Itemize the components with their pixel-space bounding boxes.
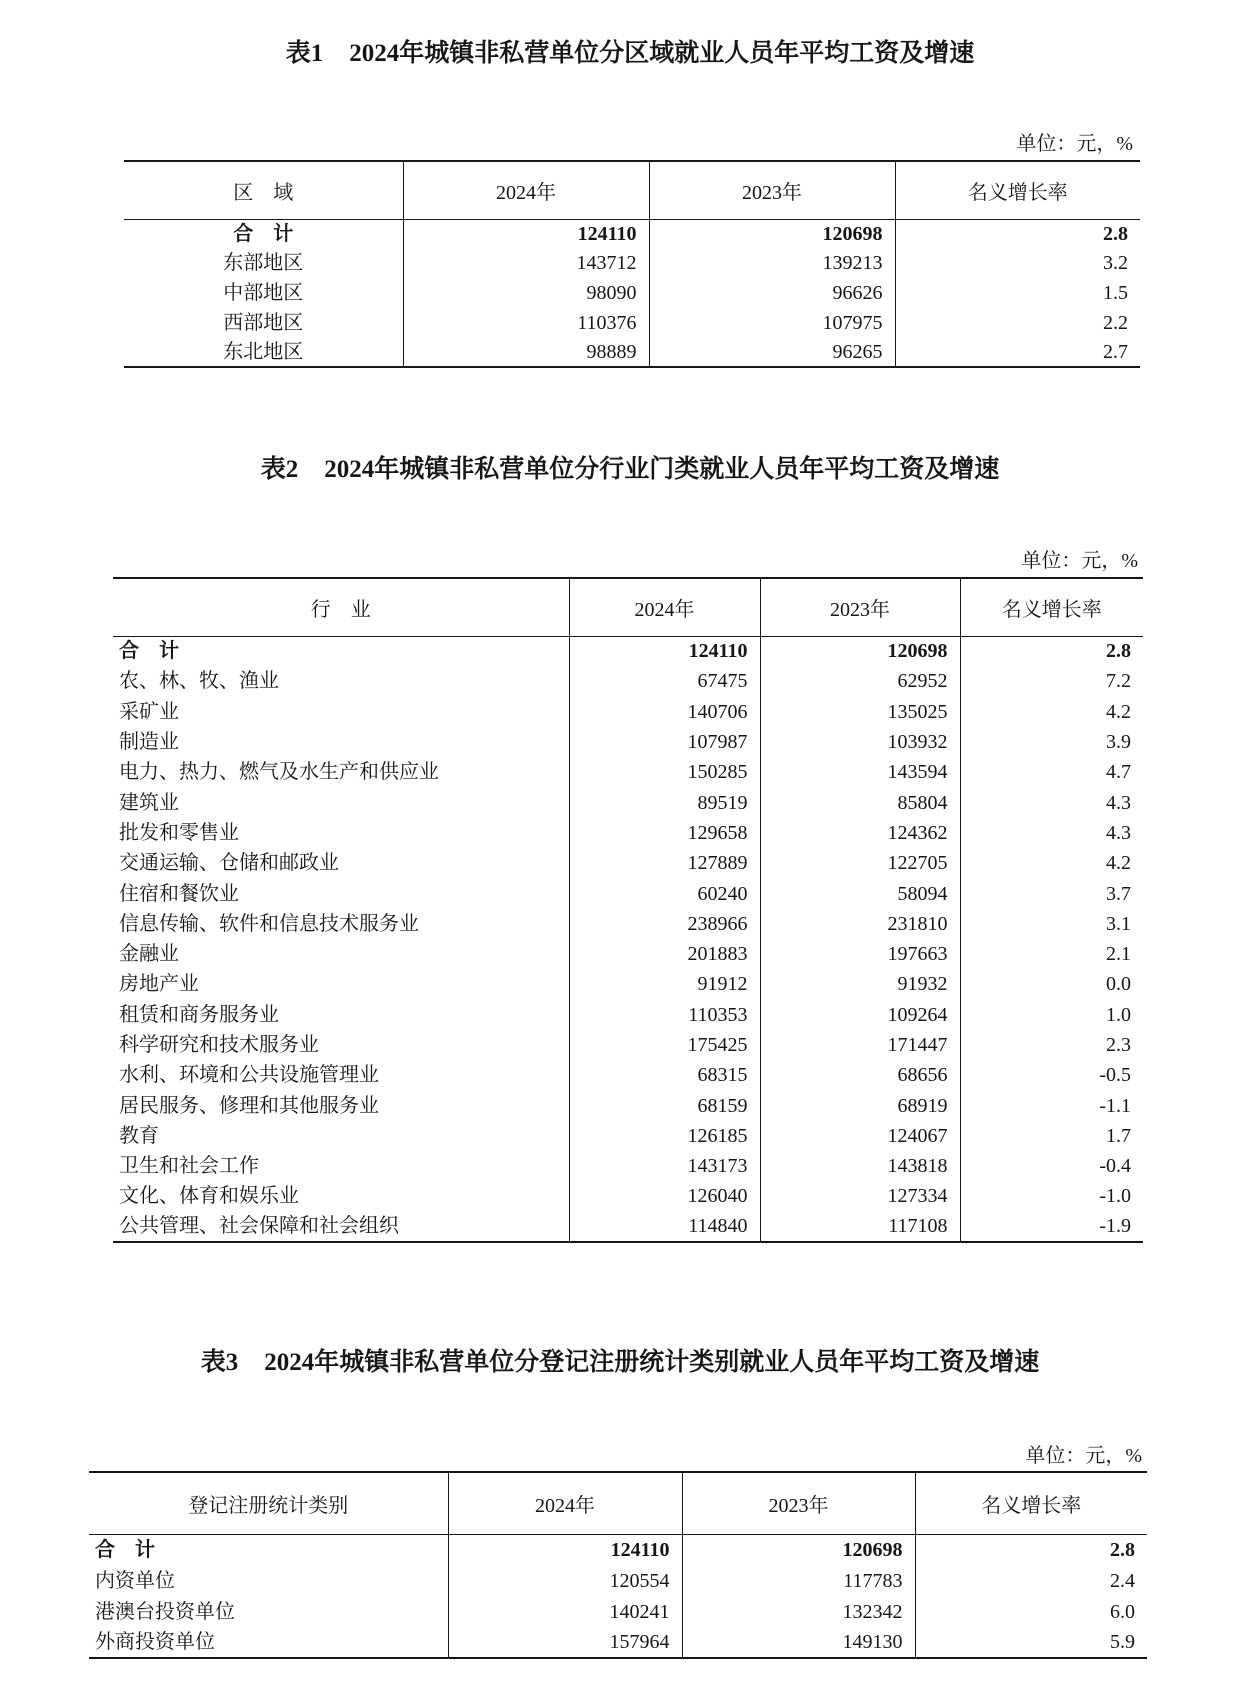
row-label: 房地产业	[119, 973, 199, 996]
table-2-title-text: 2024年城镇非私营单位分行业门类就业人员年平均工资及增速	[324, 456, 1000, 483]
growth-rate: 4.2	[960, 848, 1143, 878]
table-1-title	[0, 39, 1260, 69]
row-label: 批发和零售业	[119, 821, 239, 844]
table-2-number: 表2	[260, 456, 299, 483]
header-2023: 2023年	[682, 1472, 915, 1534]
table-row	[113, 848, 1143, 878]
table-row	[113, 909, 1143, 939]
table-row	[89, 1565, 1147, 1596]
table-2	[113, 577, 1143, 1243]
wage-2023: 171447	[760, 1030, 960, 1060]
row-label: 西部地区	[223, 311, 304, 334]
table-row	[89, 1627, 1147, 1658]
row-label: 东北地区	[223, 340, 304, 363]
wage-2024: 107987	[569, 727, 760, 757]
wage-2024: 60240	[569, 878, 760, 908]
wage-2023: 85804	[760, 787, 960, 817]
growth-rate: 3.2	[895, 249, 1140, 279]
wage-2023: 143818	[760, 1151, 960, 1181]
wage-2024: 140706	[569, 697, 760, 727]
table-row	[89, 1596, 1147, 1627]
table-row	[113, 1060, 1143, 1090]
wage-2024: 68159	[569, 1090, 760, 1120]
growth-rate: 6.0	[915, 1596, 1147, 1627]
growth-rate: 2.4	[915, 1565, 1147, 1596]
row-label: 建筑业	[119, 791, 179, 814]
table-row	[113, 1030, 1143, 1060]
wage-2023: 91932	[760, 969, 960, 999]
wage-2024: 98090	[403, 278, 649, 308]
growth-rate: 1.5	[895, 278, 1140, 308]
table-row	[113, 1212, 1143, 1242]
table-row	[113, 939, 1143, 969]
wage-2024: 114840	[569, 1212, 760, 1242]
wage-2024: 124110	[569, 636, 760, 666]
growth-rate: 4.3	[960, 818, 1143, 848]
table-row	[113, 1151, 1143, 1181]
growth-rate: 2.7	[895, 337, 1140, 367]
total-row	[124, 219, 1140, 249]
table-row	[113, 1090, 1143, 1120]
wage-2023: 117108	[760, 1212, 960, 1242]
growth-rate: 2.8	[915, 1534, 1147, 1565]
table-3-unit-label: 单位：元，%	[1025, 1445, 1142, 1467]
table-row	[124, 337, 1140, 367]
growth-rate: 3.1	[960, 909, 1143, 939]
wage-2023: 143594	[760, 757, 960, 787]
row-label: 科学研究和技术服务业	[119, 1034, 319, 1056]
growth-rate: 4.7	[960, 757, 1143, 787]
total-row	[113, 636, 1143, 666]
wage-2024: 126040	[569, 1181, 760, 1211]
growth-rate: 7.2	[960, 666, 1143, 696]
wage-2023: 120698	[760, 636, 960, 666]
growth-rate: 5.9	[915, 1627, 1147, 1658]
growth-rate: 2.3	[960, 1030, 1143, 1060]
row-label: 合 计	[119, 640, 179, 663]
row-label: 教育	[119, 1124, 159, 1147]
table-row	[113, 727, 1143, 757]
header-registration-type: 登记注册统计类别	[89, 1472, 448, 1534]
row-label: 电力、热力、燃气及水生产和供应业	[119, 761, 439, 784]
row-label: 卫生和社会工作	[119, 1155, 259, 1178]
growth-rate: 2.1	[960, 939, 1143, 969]
wage-2023: 197663	[760, 939, 960, 969]
wage-2024: 124110	[448, 1534, 682, 1565]
growth-rate: 2.8	[960, 636, 1143, 666]
growth-rate: 3.9	[960, 727, 1143, 757]
table-row	[113, 666, 1143, 696]
table-1	[124, 160, 1140, 368]
wage-2024: 140241	[448, 1596, 682, 1627]
table-3-number: 表3	[200, 1349, 239, 1376]
wage-2023: 96626	[649, 278, 895, 308]
growth-rate: 2.2	[895, 308, 1140, 338]
row-label: 交通运输、仓储和邮政业	[119, 852, 339, 875]
table-row	[113, 697, 1143, 727]
growth-rate: 3.7	[960, 878, 1143, 908]
wage-2023: 122705	[760, 848, 960, 878]
wage-2023: 62952	[760, 666, 960, 696]
wage-2023: 124362	[760, 818, 960, 848]
growth-rate: 0.0	[960, 969, 1143, 999]
table-row	[113, 1000, 1143, 1030]
header-growth-rate: 名义增长率	[960, 578, 1143, 636]
header-2024: 2024年	[448, 1472, 682, 1534]
row-label: 东部地区	[223, 252, 304, 275]
row-label: 文化、体育和娱乐业	[119, 1185, 299, 1208]
wage-2024: 98889	[403, 337, 649, 367]
growth-rate: 4.3	[960, 787, 1143, 817]
table-row	[124, 249, 1140, 279]
wage-2024: 89519	[569, 787, 760, 817]
table-3-title	[0, 1348, 1240, 1378]
wage-2023: 135025	[760, 697, 960, 727]
header-2023: 2023年	[649, 161, 895, 219]
row-label: 农、林、牧、渔业	[119, 670, 279, 693]
row-label: 合 计	[95, 1538, 155, 1561]
wage-2024: 110376	[403, 308, 649, 338]
wage-2024: 157964	[448, 1627, 682, 1658]
table-header-row	[89, 1472, 1147, 1534]
wage-2024: 238966	[569, 909, 760, 939]
wage-2023: 149130	[682, 1627, 915, 1658]
wage-2023: 58094	[760, 878, 960, 908]
growth-rate: -0.5	[960, 1060, 1143, 1090]
table-row	[113, 1181, 1143, 1211]
wage-2023: 103932	[760, 727, 960, 757]
wage-2023: 120698	[682, 1534, 915, 1565]
wage-2024: 67475	[569, 666, 760, 696]
wage-2024: 127889	[569, 848, 760, 878]
wage-2024: 129658	[569, 818, 760, 848]
row-label: 信息传输、软件和信息技术服务业	[119, 912, 419, 935]
wage-2023: 132342	[682, 1596, 915, 1627]
growth-rate: 2.8	[895, 219, 1140, 249]
table-row	[124, 308, 1140, 338]
row-label: 水利、环境和公共设施管理业	[119, 1064, 379, 1087]
wage-2024: 110353	[569, 1000, 760, 1030]
table-1-unit-label: 单位：元，%	[1016, 133, 1133, 155]
row-label: 住宿和餐饮业	[119, 882, 239, 905]
table-2-title	[0, 455, 1260, 485]
table-row	[113, 1121, 1143, 1151]
row-label: 中部地区	[223, 281, 304, 304]
wage-2023: 68656	[760, 1060, 960, 1090]
header-region: 区 域	[124, 161, 403, 219]
header-industry: 行 业	[113, 578, 569, 636]
wage-2024: 126185	[569, 1121, 760, 1151]
header-2024: 2024年	[569, 578, 760, 636]
wage-2024: 143712	[403, 249, 649, 279]
table-1-number: 表1	[285, 40, 324, 67]
wage-2024: 91912	[569, 969, 760, 999]
wage-2023: 139213	[649, 249, 895, 279]
total-row	[89, 1534, 1147, 1565]
row-label: 港澳台投资单位	[95, 1600, 235, 1623]
wage-2023: 107975	[649, 308, 895, 338]
header-growth-rate: 名义增长率	[915, 1472, 1147, 1534]
row-label: 制造业	[119, 731, 179, 754]
wage-2024: 201883	[569, 939, 760, 969]
table-row	[113, 787, 1143, 817]
wage-2023: 231810	[760, 909, 960, 939]
growth-rate: -1.9	[960, 1212, 1143, 1242]
growth-rate: -1.0	[960, 1181, 1143, 1211]
row-label: 合 计	[233, 223, 294, 246]
table-row	[113, 878, 1143, 908]
growth-rate: -1.1	[960, 1090, 1143, 1120]
table-3	[89, 1471, 1147, 1659]
table-3-title-text: 2024年城镇非私营单位分登记注册统计类别就业人员年平均工资及增速	[264, 1349, 1040, 1376]
table-header-row	[124, 161, 1140, 219]
row-label: 租赁和商务服务业	[119, 1003, 279, 1026]
row-label: 金融业	[119, 943, 179, 966]
table-row	[124, 278, 1140, 308]
row-label: 居民服务、修理和其他服务业	[119, 1094, 379, 1117]
growth-rate: -0.4	[960, 1151, 1143, 1181]
wage-2024: 124110	[403, 219, 649, 249]
wage-2024: 175425	[569, 1030, 760, 1060]
wage-2023: 109264	[760, 1000, 960, 1030]
table-row	[113, 969, 1143, 999]
row-label: 采矿业	[119, 700, 179, 723]
wage-2023: 68919	[760, 1090, 960, 1120]
header-2023: 2023年	[760, 578, 960, 636]
header-2024: 2024年	[403, 161, 649, 219]
row-label: 内资单位	[95, 1569, 175, 1592]
table-row	[113, 757, 1143, 787]
table-row	[113, 818, 1143, 848]
wage-2023: 117783	[682, 1565, 915, 1596]
wage-2024: 150285	[569, 757, 760, 787]
wage-2024: 120554	[448, 1565, 682, 1596]
header-growth-rate: 名义增长率	[895, 161, 1140, 219]
row-label: 公共管理、社会保障和社会组织	[119, 1215, 399, 1238]
row-label: 外商投资单位	[95, 1631, 215, 1653]
wage-2023: 120698	[649, 219, 895, 249]
growth-rate: 1.7	[960, 1121, 1143, 1151]
table-header-row	[113, 578, 1143, 636]
growth-rate: 1.0	[960, 1000, 1143, 1030]
table-2-unit-label: 单位：元，%	[1021, 550, 1138, 572]
wage-2024: 68315	[569, 1060, 760, 1090]
wage-2023: 96265	[649, 337, 895, 367]
growth-rate: 4.2	[960, 697, 1143, 727]
wage-2023: 124067	[760, 1121, 960, 1151]
wage-2024: 143173	[569, 1151, 760, 1181]
table-1-title-text: 2024年城镇非私营单位分区域就业人员年平均工资及增速	[349, 40, 975, 67]
wage-2023: 127334	[760, 1181, 960, 1211]
